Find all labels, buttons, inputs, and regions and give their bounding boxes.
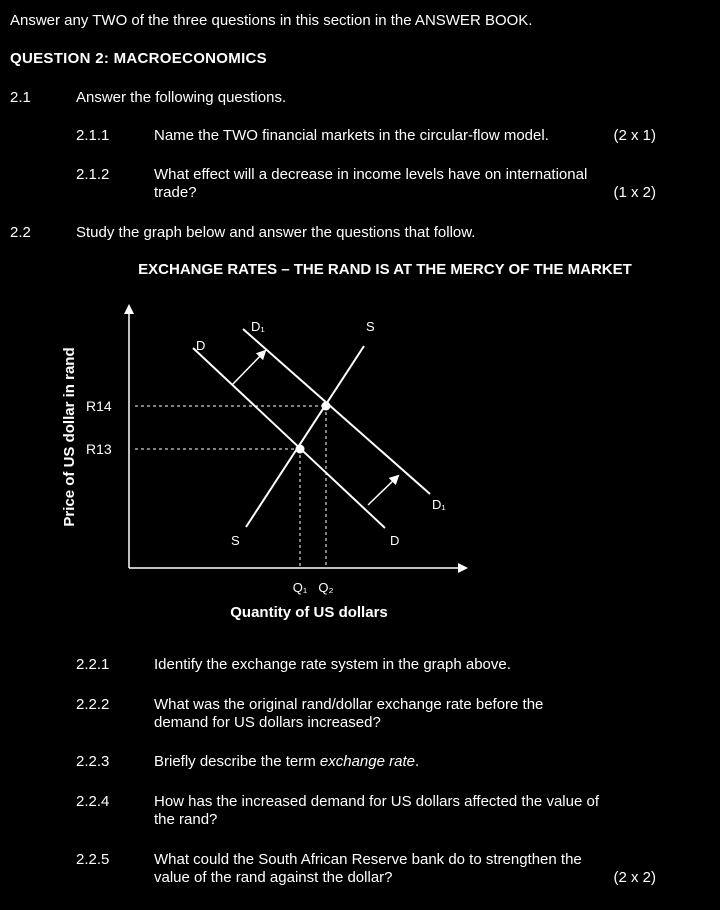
section-2-1-number: 2.1 — [10, 89, 31, 106]
exchange-rate-graph — [0, 250, 720, 630]
label-d1-top: D₁ — [251, 319, 265, 334]
q-2-1-2-marks: (1 x 2) — [613, 184, 656, 201]
y-tick-r13: R13 — [86, 441, 112, 457]
q-2-2-4-line1: How has the increased demand for US dollars affected the value of — [154, 793, 599, 810]
demand-curve-d1 — [243, 329, 430, 494]
section-2-1-text: Answer the following questions. — [76, 89, 287, 106]
q-2-2-5-line1: What could the South African Reserve bank do to strengthen the — [154, 851, 582, 868]
q-2-1-2-number: 2.1.2 — [76, 166, 110, 183]
q-2-2-3-number: 2.2.3 — [76, 753, 110, 770]
q-2-2-5-marks: (2 x 2) — [613, 869, 656, 886]
q-2-2-5-line2: value of the rand against the dollar? — [154, 869, 393, 886]
y-axis-label: Price of US dollar in rand — [61, 347, 78, 527]
y-tick-r14: R14 — [86, 398, 112, 414]
equilibrium-point-1 — [296, 445, 305, 454]
label-s-bottom: S — [231, 533, 240, 548]
q-2-2-2-number: 2.2.2 — [76, 696, 110, 713]
q-2-2-4-line2: the rand? — [154, 811, 218, 828]
q-2-1-2-line1: What effect will a decrease in income levels have on international — [154, 166, 588, 183]
x-tick-q2: Q₂ — [318, 580, 334, 595]
q-2-1-2-line2: trade? — [154, 184, 197, 201]
shift-arrow-lower — [368, 476, 398, 505]
q-2-2-3-text — [154, 753, 419, 770]
q-2-2-3-text-pre: Briefly describe the term — [154, 753, 320, 770]
q-2-1-1-number: 2.1.1 — [76, 127, 110, 144]
x-axis-label: Quantity of US dollars — [230, 604, 388, 621]
instruction: Answer any TWO of the three questions in this section in the ANSWER BOOK. — [10, 12, 533, 29]
demand-curve-d — [193, 348, 385, 528]
question-title: QUESTION 2: MACROECONOMICS — [10, 50, 267, 67]
x-tick-q1: Q₁ — [292, 580, 308, 595]
q-2-2-3-text-post: . — [414, 753, 420, 770]
q-2-2-3-term: exchange rate — [319, 753, 415, 770]
shift-arrow-upper — [232, 351, 265, 385]
supply-curve-s — [246, 346, 364, 527]
q-2-2-5-number: 2.2.5 — [76, 851, 110, 868]
section-2-2-number: 2.2 — [10, 224, 31, 241]
q-2-2-2-line1: What was the original rand/dollar exchange rate before the — [154, 696, 544, 713]
q-2-2-4-number: 2.2.4 — [76, 793, 110, 810]
label-d-bottom: D — [390, 533, 400, 548]
section-2-2-text: Study the graph below and answer the questions that follow. — [76, 224, 476, 241]
q-2-2-2-line2: demand for US dollars increased? — [154, 714, 381, 731]
q-2-2-1-number: 2.2.1 — [76, 656, 110, 673]
label-d1-bottom: D₁ — [432, 497, 446, 512]
equilibrium-point-2 — [322, 402, 331, 411]
q-2-2-1-text: Identify the exchange rate system in the graph above. — [154, 656, 511, 673]
label-s-top: S — [366, 319, 375, 334]
graph-title: EXCHANGE RATES – THE RAND IS AT THE MERCY OF THE MARKET — [138, 261, 632, 278]
q-2-1-1-text: Name the TWO financial markets in the circular-flow model. — [154, 127, 549, 144]
label-d-top: D — [196, 338, 206, 353]
q-2-1-1-marks: (2 x 1) — [613, 127, 656, 144]
